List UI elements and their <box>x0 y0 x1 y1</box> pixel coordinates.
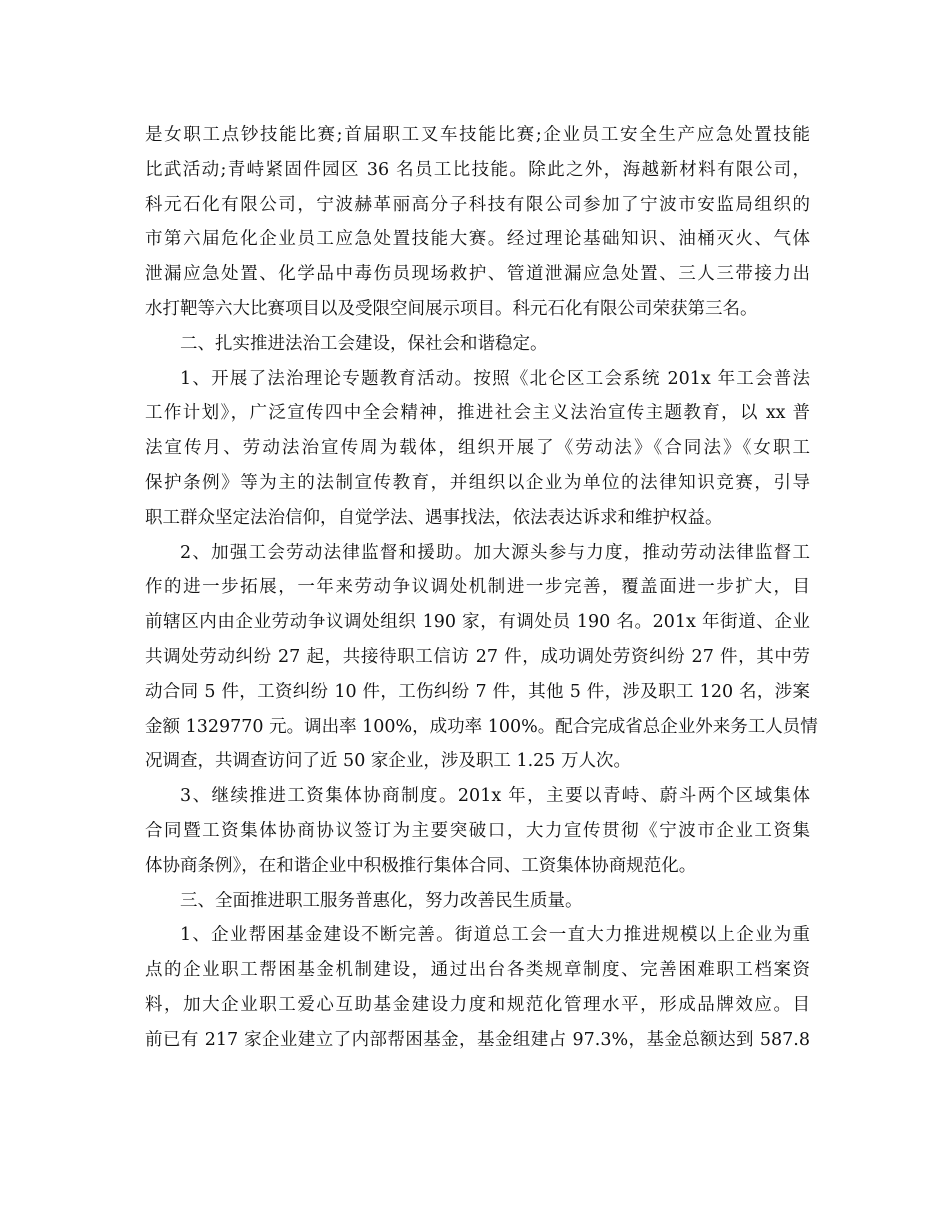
paragraph-line: 料，加大企业职工爱心互助基金建设力度和规范化管理水平，形成品牌效应。目 <box>145 994 810 1015</box>
paragraph-line: 前已有 217 家企业建立了内部帮困基金，基金组建占 97.3%，基金总额达到 587.8 <box>145 1029 810 1050</box>
paragraph-line: 是女职工点钞技能比赛;首届职工叉车技能比赛;企业员工安全生产应急处置技能 <box>145 125 810 145</box>
paragraph-first-line: 三、全面推进职工服务普惠化，努力改善民生质量。 <box>180 890 583 911</box>
paragraph-first-line: 1、开展了法治理论专题教育活动。按照《北仑区工会系统 201x 年工会普法 <box>180 368 810 389</box>
paragraph-first-line: 3、继续推进工资集体协商制度。201x 年，主要以青峙、蔚斗两个区域集体 <box>180 786 810 807</box>
paragraph-line: 况调查，共调查访问了近 50 家企业，涉及职工 1.25 万人次。 <box>145 751 631 772</box>
paragraph-line: 法宣传月、劳动法治宣传周为载体，组织开展了《劳动法》《合同法》《女职工 <box>145 438 810 459</box>
paragraph-line: 水打靶等六大比赛项目以及受限空间展示项目。科元石化有限公司荣获第三名。 <box>145 298 758 319</box>
paragraph-line: 点的企业职工帮困基金机制建设，通过出台各类规章制度、完善困难职工档案资 <box>145 960 810 981</box>
paragraph-first-line: 1、企业帮困基金建设不断完善。街道总工会一直大力推进规模以上企业为重 <box>180 925 810 946</box>
paragraph-first-line: 2、加强工会劳动法律监督和援助。加大源头参与力度，推动劳动法律监督工 <box>180 542 810 563</box>
paragraph-line: 泄漏应急处置、化学品中毒伤员现场救护、管道泄漏应急处置、三人三带接力出 <box>145 264 810 285</box>
paragraph-line: 前辖区内由企业劳动争议调处组织 190 家，有调处员 190 名。201x 年街道、企业 <box>145 612 810 633</box>
paragraph-line: 合同暨工资集体协商协议签订为主要突破口，大力宣传贯彻《宁波市企业工资集 <box>145 820 810 841</box>
paragraph-line: 保护条例》等为主的法制宣传教育，并组织以企业为单位的法律知识竞赛，引导 <box>145 472 810 493</box>
paragraph-line: 体协商条例》，在和谐企业中积极推行集体合同、工资集体协商规范化。 <box>145 855 697 876</box>
paragraph-line: 比武活动;青峙紧固件园区 36 名员工比技能。除此之外，海越新材料有限公司， <box>145 159 810 180</box>
paragraph-line: 作的进一步拓展，一年来劳动争议调处机制进一步完善，覆盖面进一步扩大，目 <box>145 577 810 598</box>
paragraph-line: 金额 1329770 元。调出率 100%，成功率 100%。配合完成省总企业外来务工人员情 <box>145 716 818 737</box>
paragraph-line: 共调处劳动纠纷 27 起，共接待职工信访 27 件，成功调处劳资纠纷 27 件，其中劳 <box>145 646 810 667</box>
paragraph-first-line: 二、扎实推进法治工会建设，保社会和谐稳定。 <box>180 333 548 354</box>
paragraph-line: 职工群众坚定法治信仰，自觉学法、遇事找法，依法表达诉求和维护权益。 <box>145 507 723 528</box>
document-body <box>145 118 818 1058</box>
paragraph-line: 动合同 5 件，工资纠纷 10 件，工伤纠纷 7 件，其他 5 件，涉及职工 120 名，涉案 <box>145 681 810 702</box>
paragraph-line: 市第六届危化企业员工应急处置技能大赛。经过理论基础知识、油桶灭火、气体 <box>145 229 810 250</box>
paragraph-line: 科元石化有限公司，宁波赫革丽高分子科技有限公司参加了宁波市安监局组织的 <box>145 194 810 215</box>
paragraph-line: 工作计划》，广泛宣传四中全会精神，推进社会主义法治宣传主题教育，以 xx 普 <box>145 403 810 424</box>
